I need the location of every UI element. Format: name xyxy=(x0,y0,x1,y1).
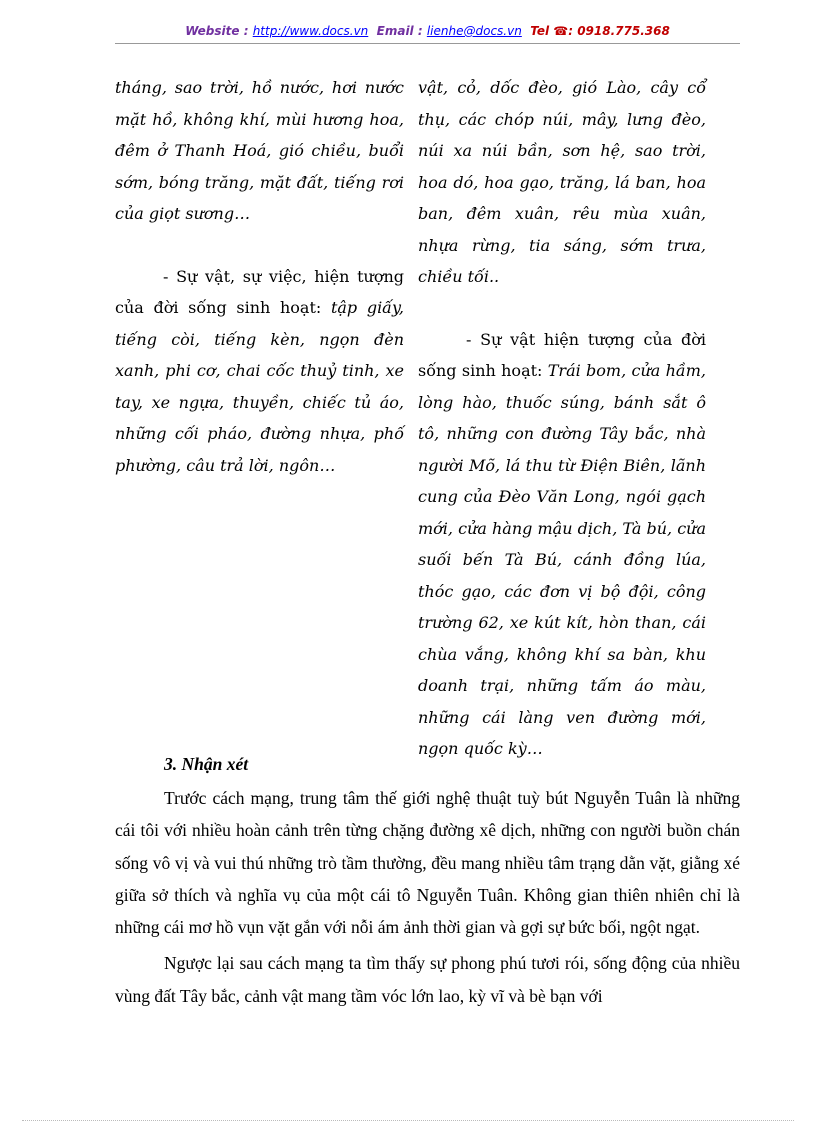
right-para-1: vật, cỏ, dốc đèo, gió Lào, cây cổ thụ, các chóp núi, mây, lưng đèo, núi xa núi bần, sơn hệ, sao trời, hoa dó, hoa gạo, trăng, lá ban, hoa ban, đêm xuân, rêu mùa xuân, nhựa rừng, tia sáng, sớm trưa, chiều tối.. xyxy=(418,78,706,286)
page-bottom-border xyxy=(22,1120,794,1121)
telephone-icon: ☎ xyxy=(553,24,569,38)
right-para-2-label: - Sự vật hiện tượng của đời sống sinh hoạt: xyxy=(418,329,706,380)
right-column xyxy=(418,72,706,765)
left-column xyxy=(115,72,404,481)
left-para-2 xyxy=(115,261,404,482)
tel-value: : 0918.775.368 xyxy=(568,24,670,38)
paragraph-gap xyxy=(418,293,706,324)
email-separator: : xyxy=(413,24,423,38)
right-para-2 xyxy=(418,324,706,765)
paragraph-gap xyxy=(115,230,404,261)
section-para-2: Ngược lại sau cách mạng ta tìm thấy sự phong phú tươi rói, sống động của nhiều vùng đất Tây bắc, cảnh vật mang tầm vóc lớn lao, kỳ vĩ và bè bạn với xyxy=(115,953,740,1006)
tel-label: Tel xyxy=(530,24,550,38)
section-heading: 3. Nhận xét xyxy=(164,754,249,774)
email-label: Email xyxy=(376,24,414,38)
website-label: Website : xyxy=(185,24,249,38)
header-divider xyxy=(115,43,740,44)
website-link[interactable]: http://www.docs.vn xyxy=(252,24,369,38)
right-para-2-items: Trái bom, cửa hầm, lòng hào, thuốc súng, bánh sắt ô tô, những con đường Tây bắc, nhà người Mõ, lá thu từ Điện Biên, lãnh cung của Đèo Văn Long, ngói gạch mới, cửa hàng mậu dịch, Tà bú, cửa suối bến Tà Bú, cánh đồng lúa, thóc gạo, các đơn vị bộ đội, công trường 62, xe kút kít, hòn than, cái chùa vắng, không khí sa bàn, khu doanh trại, những tấm áo màu, những cái làng ven đường mới, ngọn quốc kỳ… xyxy=(418,361,706,758)
left-para-2-label: - Sự vật, sự việc, hiện tượng của đời sống sinh hoạt: xyxy=(115,266,404,317)
email-link[interactable]: lienhe@docs.vn xyxy=(426,24,522,38)
section-para-1: Trước cách mạng, trung tâm thế giới nghệ thuật tuỳ bút Nguyễn Tuân là những cái tôi với nhiều hoàn cảnh trên từng chặng đường xê dịch, những con người buồn chán sống vô vị và vui thú những trò tầm thường, đều mang nhiều tâm trạng dằn vặt, giằng xé giữa sở thích và nghĩa vụ của một cái tô Nguyễn Tuân. Không gian thiên nhiên chỉ là những cái mơ hồ vụn vặt gắn với nỗi ám ảnh thời gian và gợi sự bức bối, ngột ngạt. xyxy=(115,788,740,938)
page-header xyxy=(115,24,740,38)
left-para-1: tháng, sao trời, hồ nước, hơi nước mặt hồ, không khí, mùi hương hoa, đêm ở Thanh Hoá, gió chiều, buổi sớm, bóng trăng, mặt đất, tiếng rơi của giọt sương… xyxy=(115,78,404,223)
left-para-2-items: tập giấy, tiếng còi, tiếng kèn, ngọn đèn xanh, phi cơ, chai cốc thuỷ tinh, xe tay, xe ngựa, thuyền, chiếc tủ áo, những cối pháo, đường nhựa, phố phường, câu trả lời, ngôn… xyxy=(115,298,404,475)
commentary-section xyxy=(115,752,740,1012)
